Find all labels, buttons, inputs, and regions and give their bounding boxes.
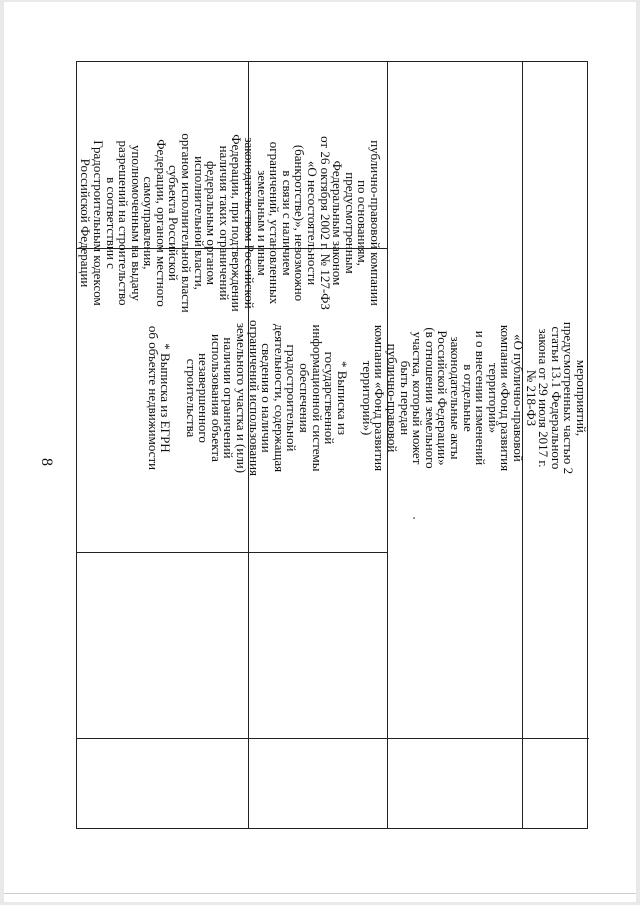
text-line: уполномоченным на выдачу <box>128 144 144 302</box>
text-line: (банкротстве)», невозможно <box>292 144 308 302</box>
text-line: сведения о наличии <box>259 343 275 453</box>
text-line: в связи с наличием <box>279 170 295 276</box>
text-line: органом исполнительной власти <box>179 133 195 313</box>
text-line: (в отношении земельного <box>422 327 438 469</box>
text-line: земельного участка и (или) <box>233 322 249 474</box>
document-page <box>4 2 636 902</box>
text-line: № 218-ФЗ <box>523 369 539 427</box>
scan-edge <box>4 893 636 894</box>
text-line: в соответствии с <box>103 177 119 269</box>
text-line: закона от 29 июля 2017 г. <box>536 328 552 468</box>
text-line: ограничений использования <box>246 319 262 477</box>
text-line: законодательные акты <box>448 336 464 460</box>
text-line: самоуправления, <box>141 176 157 270</box>
text-line: компании «Фонд развития <box>372 324 388 472</box>
text-line: федеральным органом <box>204 161 220 285</box>
text-line: от 26 октября 2002 г. № 127-ФЗ <box>317 136 333 310</box>
text-line: использования объекта <box>208 334 224 462</box>
table-divider <box>77 738 589 739</box>
text-line: незавершенного <box>196 353 212 443</box>
text-line: Федерации, при подтверждении <box>229 134 245 312</box>
text-line: ограничений, установленных <box>267 141 283 305</box>
text-line: в отдельные <box>460 364 476 432</box>
text-line: разрешений на строительство <box>116 140 132 306</box>
text-line: и о внесении изменений <box>473 330 489 466</box>
text-line: участка, который может <box>410 331 426 465</box>
text-line: об объекте недвижимости <box>145 325 161 471</box>
text-line: * Выписка из <box>334 360 350 436</box>
text-line: * Выписка из ЕГРН <box>158 343 174 453</box>
text-line: «О публично-правовой <box>511 334 527 462</box>
text-line: субъекта Российской <box>166 165 182 281</box>
text-line: Российской Федерации <box>78 158 94 288</box>
text-line: публично-правовой компании <box>368 140 383 306</box>
text-line: деятельности, содержащая <box>271 323 287 473</box>
text-line: предусмотренных частью 2 <box>561 321 577 475</box>
text-line: территорий») <box>359 360 375 436</box>
text-line: наличия таких ограничений <box>216 145 232 301</box>
scan-speck <box>413 517 415 519</box>
text-line: государственной <box>322 351 338 445</box>
text-line: быть передан <box>397 360 413 436</box>
text-line: обеспечения <box>296 363 312 433</box>
text-line <box>171 68 184 728</box>
text-line: компании «Фонд развития <box>498 324 514 472</box>
text-line: исполнительной власти, <box>191 156 207 290</box>
text-line: публично-правовой <box>385 343 401 453</box>
text-line: «О несостоятельности <box>305 160 321 286</box>
text-line: статьи 13.1 Федерального <box>548 326 564 470</box>
text-line: градостроительной <box>284 344 300 452</box>
page-number: 8 <box>38 458 55 466</box>
table-cell-documents <box>146 68 587 728</box>
text-line: информационной системы <box>309 324 325 472</box>
text-line: по основаниям, <box>355 180 371 266</box>
text-line: Градостроительным кодексом <box>90 140 106 306</box>
text-line: мероприятий, <box>574 359 589 437</box>
text-line: земельным и иным <box>254 170 270 276</box>
text-line: предусмотренным <box>342 172 358 274</box>
text-line: Российской Федерации» <box>435 330 451 466</box>
text-line: законодательством Российской <box>242 137 258 309</box>
text-line: Федерации, органом местного <box>153 139 169 307</box>
text-line: Федеральным законом <box>330 160 346 286</box>
text-line: наличии ограничений <box>221 337 237 459</box>
rotated-table <box>76 61 588 829</box>
text-line: строительства <box>183 358 199 438</box>
text-line: территорий» <box>485 362 501 434</box>
